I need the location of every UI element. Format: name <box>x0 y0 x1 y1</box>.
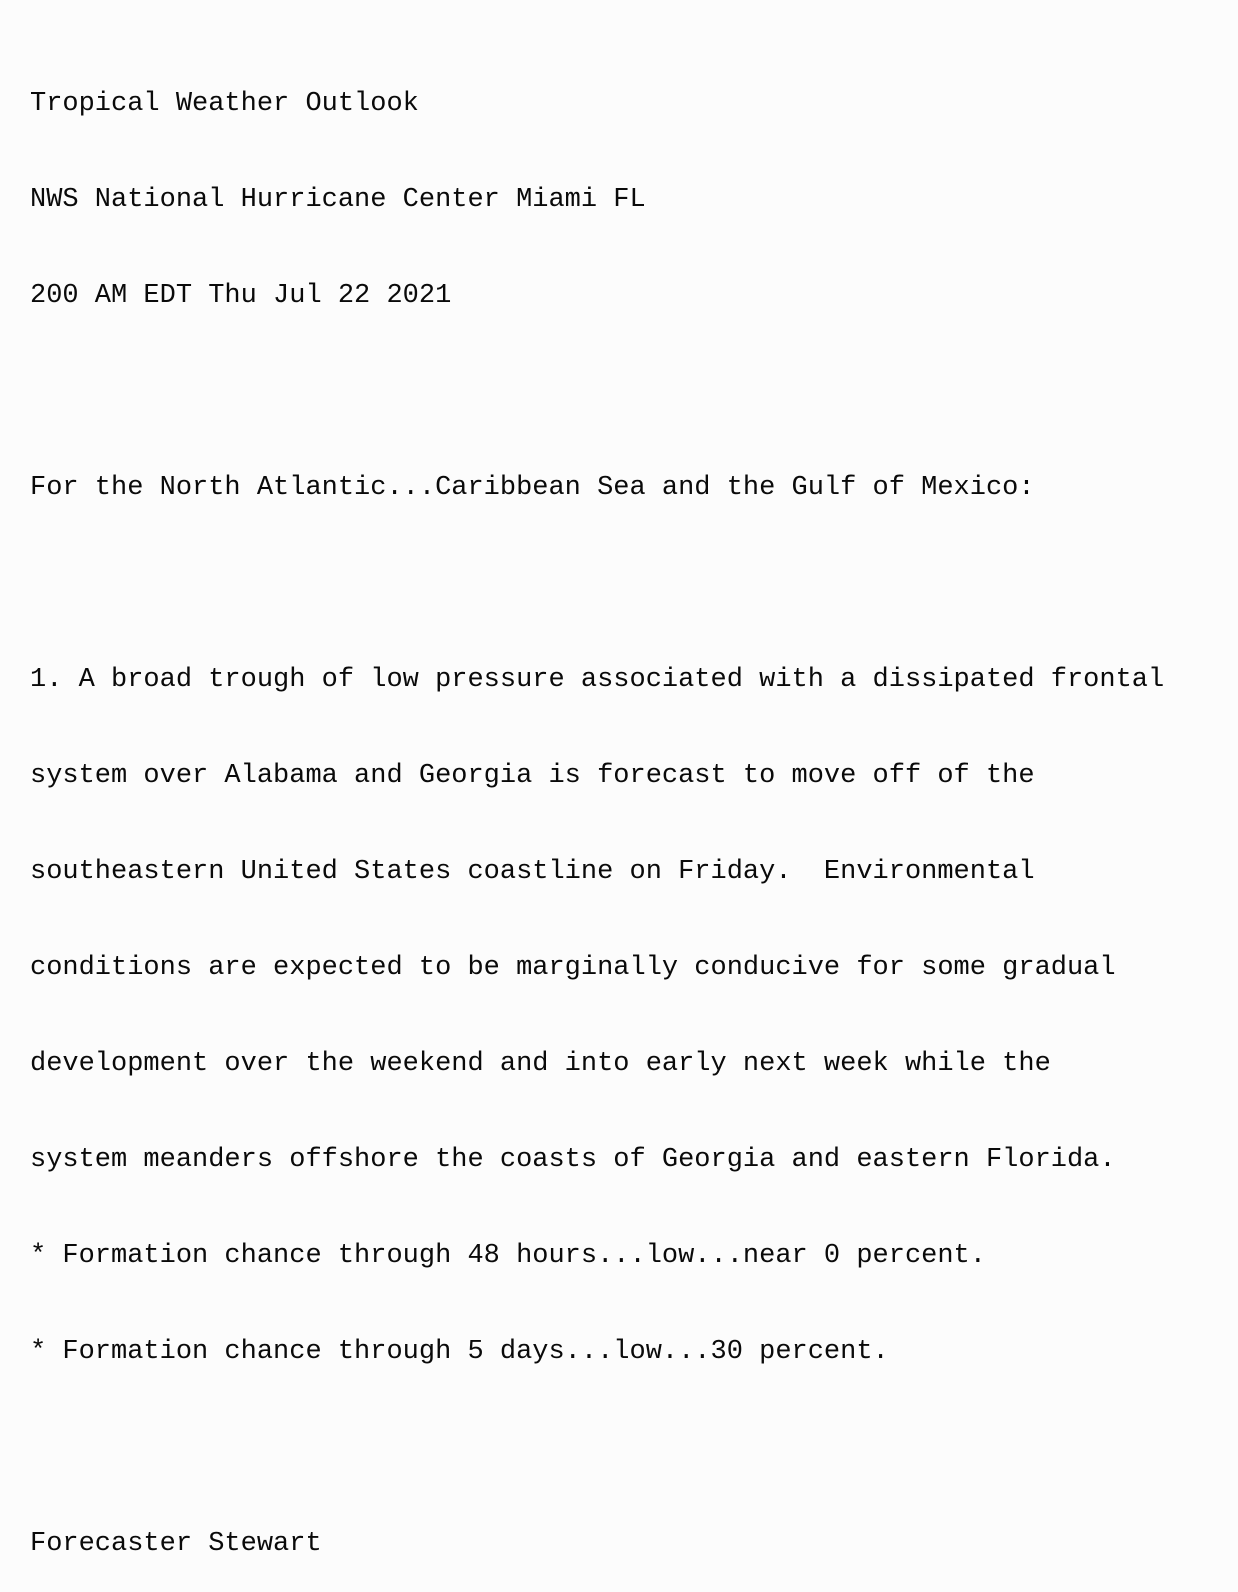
region-header-line: For the North Atlantic...Caribbean Sea and the Gulf of Mexico: <box>30 473 1035 503</box>
outlook-paragraph-line: development over the weekend and into early next week while the <box>30 1049 1051 1079</box>
formation-chance-48hr-line: * Formation chance through 48 hours...low...near 0 percent. <box>30 1241 986 1271</box>
blank-line <box>30 568 1230 600</box>
outlook-paragraph-line: system over Alabama and Georgia is forecast to move off of the <box>30 761 1035 791</box>
outlook-title-line: Tropical Weather Outlook <box>30 89 419 119</box>
outlook-paragraph-line: southeastern United States coastline on Friday. Environmental <box>30 857 1035 887</box>
issuing-office-line: NWS National Hurricane Center Miami FL <box>30 185 646 215</box>
blank-line <box>30 1432 1230 1464</box>
forecaster-signature-line: Forecaster Stewart <box>30 1529 322 1559</box>
outlook-paragraph-line: system meanders offshore the coasts of Georgia and eastern Florida. <box>30 1145 1116 1175</box>
outlook-paragraph-line: 1. A broad trough of low pressure associated with a dissipated frontal <box>30 665 1165 695</box>
blank-line <box>30 376 1230 408</box>
outlook-paragraph-line: conditions are expected to be marginally conducive for some gradual <box>30 953 1116 983</box>
issuance-time-line: 200 AM EDT Thu Jul 22 2021 <box>30 281 452 311</box>
formation-chance-5day-line: * Formation chance through 5 days...low...30 percent. <box>30 1337 889 1367</box>
